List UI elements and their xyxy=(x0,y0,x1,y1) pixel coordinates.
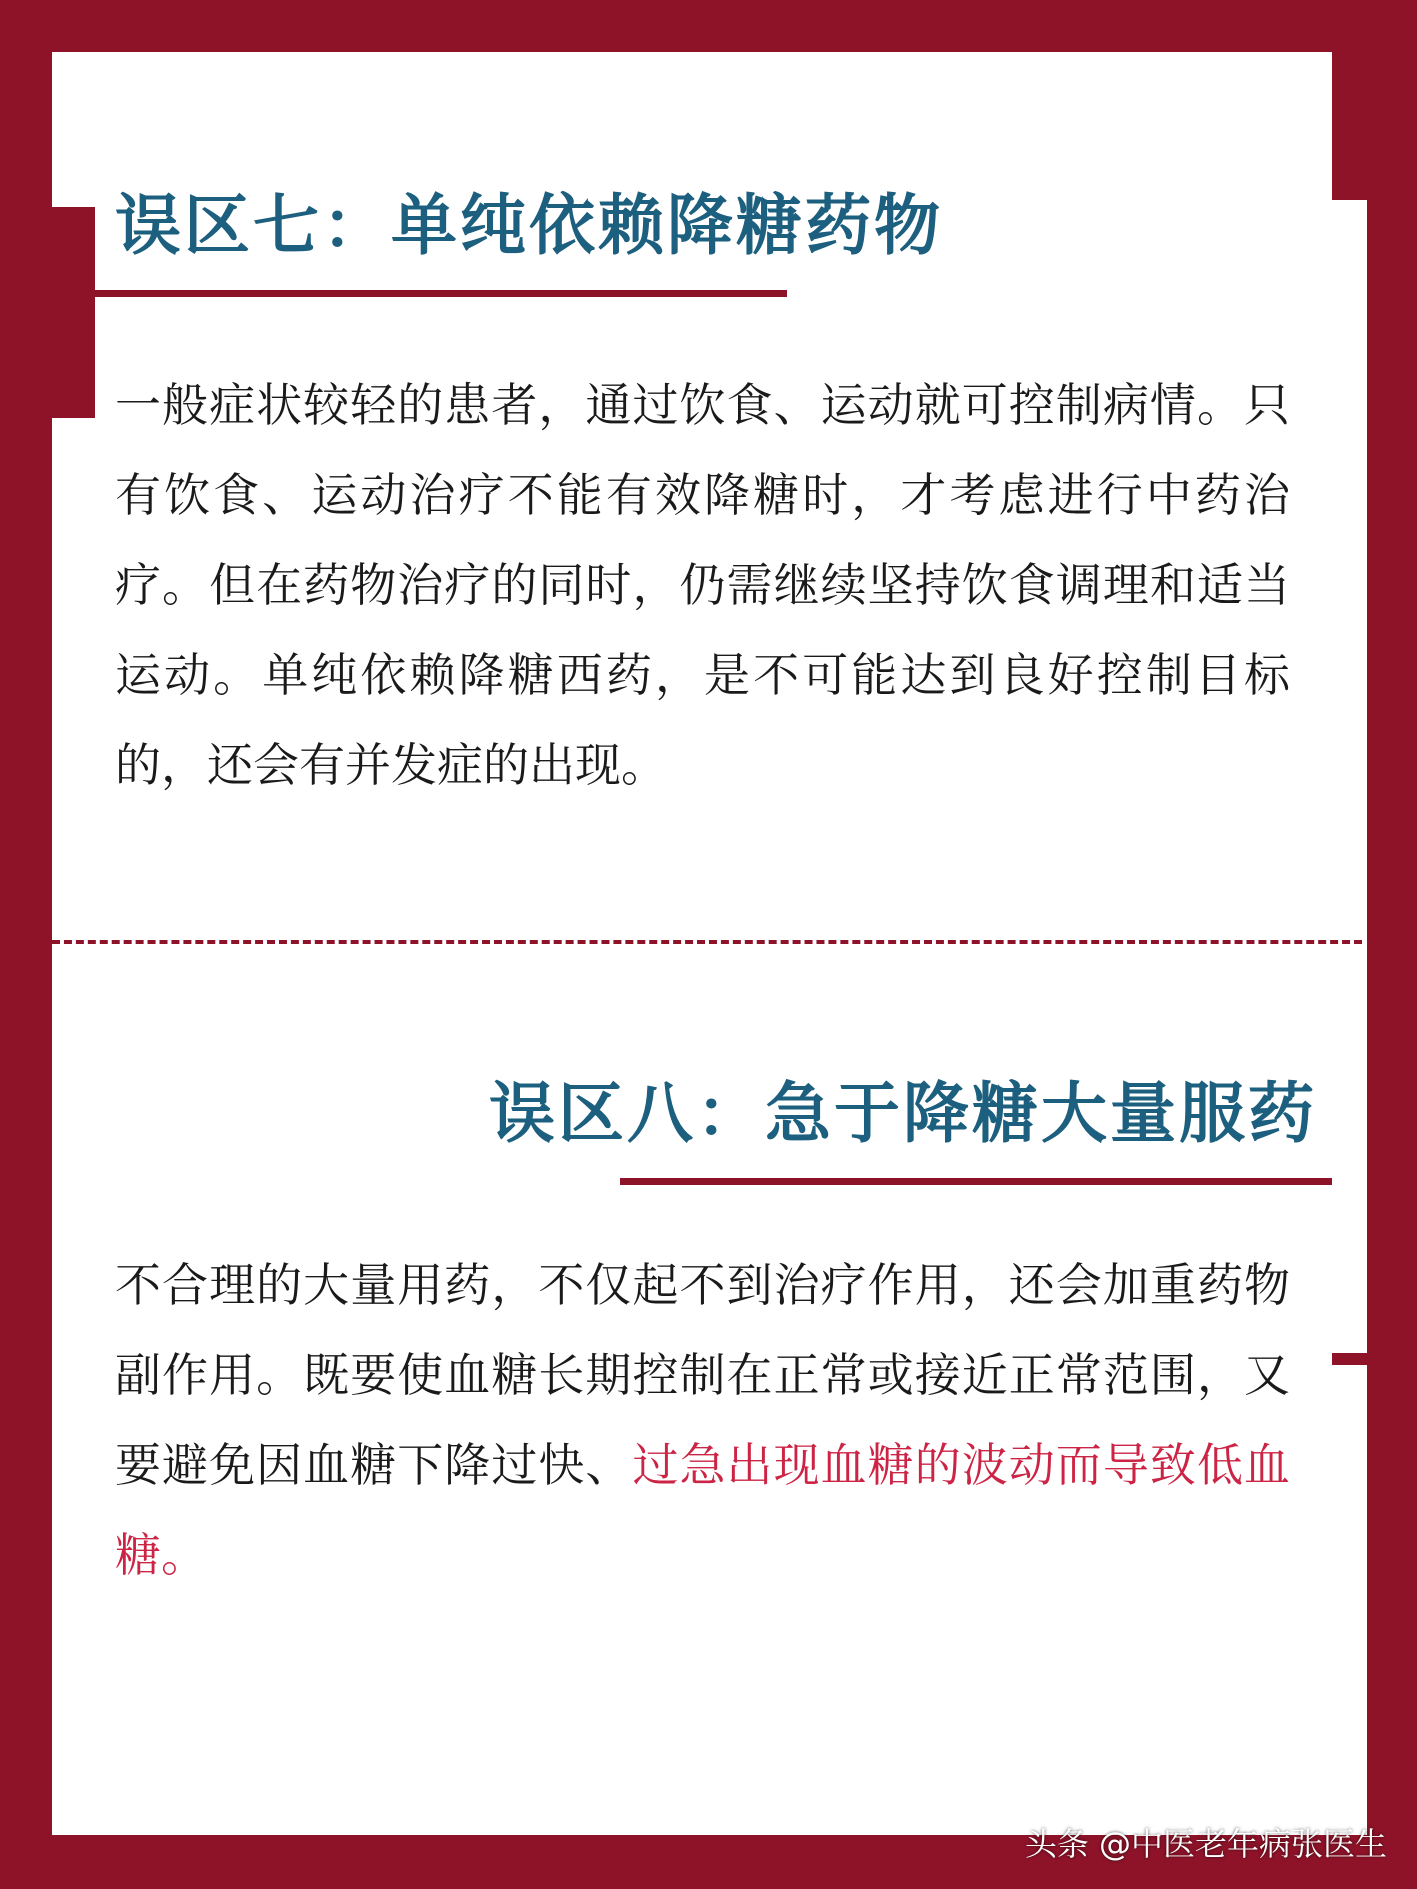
section8-highlight: 过急出现血糖的波动而导致低血糖。 xyxy=(115,1438,1291,1582)
section8-body xyxy=(115,1240,1290,1600)
section7-body: 一般症状较轻的患者，通过饮食、运动就可控制病情。只有饮食、运动治疗不能有效降糖时，才考虑进行中药治疗。但在药物治疗的同时，仍需继续坚持饮食调理和适当运动。单纯依赖降糖西药，是不可能达到良好控制目标的，还会有并发症的出现。 xyxy=(115,378,1290,792)
watermark: 头条 @中医老年病张医生 xyxy=(1024,1825,1387,1863)
section8-title: 误区八：急于降糖大量服药 xyxy=(489,1075,1317,1152)
card-panel-top xyxy=(52,52,1332,207)
section-divider xyxy=(52,940,1362,944)
section7-title: 误区七：单纯依赖降糖药物 xyxy=(115,187,943,264)
section8-underline xyxy=(620,1178,1332,1185)
section7-underline xyxy=(95,290,787,297)
section8-body-text: 不合理的大量用药，不仅起不到治疗作用，还会加重药物副作用。既要使血糖长期控制在正常或接近正常范围，又要避免因血糖下降过快、 xyxy=(115,1258,1290,1492)
